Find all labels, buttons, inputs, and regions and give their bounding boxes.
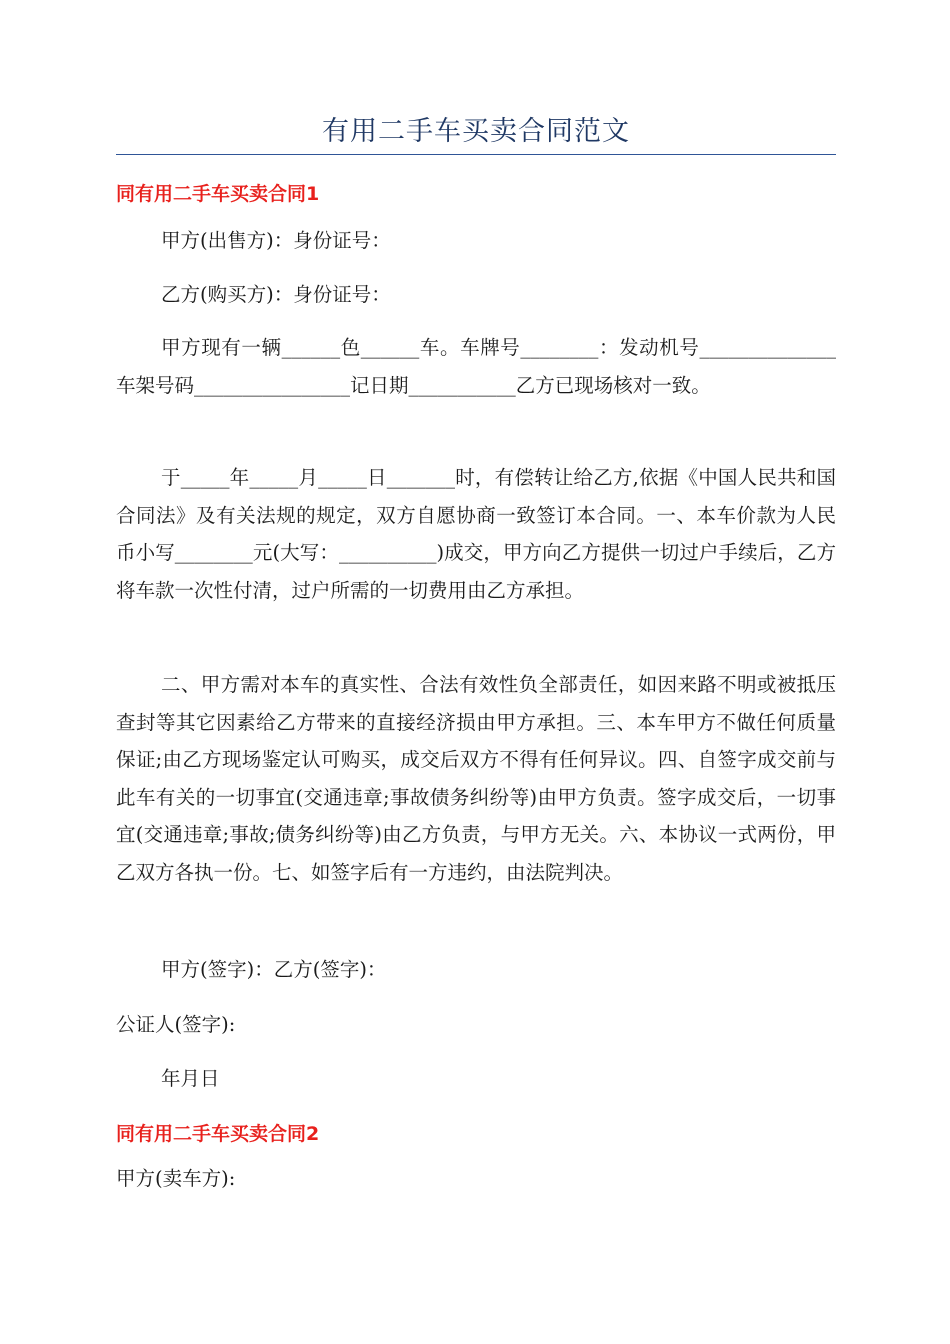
- title-underline: [116, 154, 836, 155]
- document-title: 有用二手车买卖合同范文: [322, 116, 630, 147]
- terms-clause-paragraph: 二、甲方需对本车的真实性、合法有效性负全部责任，如因来路不明或被抵压查封等其它因素给乙方带来的直接经济损由甲方承担。三、本车甲方不做任何质量保证;由乙方现场鉴定认可购买，成交后双方不得有任何异议。四、自签字成交前与此车有关的一切事宜(交通违章;事故债务纠纷等)由甲方负责。签字成交后，一切事宜(交通违章;事故;债务纠纷等)由乙方负责，与甲方无关。六、本协议一式两份，甲乙双方各执一份。七、如签字后有一方违约，由法院判决。: [116, 673, 836, 884]
- signatures-line: 甲方(签字)：乙方(签字)：: [161, 958, 387, 981]
- date-line: 年月日: [161, 1067, 220, 1090]
- contract-2-heading: 同有用二手车买卖合同2: [116, 1123, 320, 1145]
- contract-1-heading: 同有用二手车买卖合同1: [116, 183, 320, 205]
- notary-line: 公证人(签字):: [116, 1013, 236, 1036]
- party-b-line: 乙方(购买方)：身份证号：: [161, 283, 391, 306]
- party-a-line: 甲方(出售方)：身份证号：: [161, 229, 391, 252]
- transfer-clause-paragraph: 于_____年_____月_____日_______时，有偿转让给乙方,依据《中国人民共和国合同法》及有关法规的规定，双方自愿协商一致签订本合同。一、本车价款为人民币小写________元(大写：__________)成交，甲方向乙方提供一切过户手续后，乙方将车款一次性付清，过户所需的一切费用由乙方承担。: [116, 466, 836, 602]
- vehicle-info-paragraph: 甲方现有一辆______色______车。车牌号________：发动机号______________车架号码________________记日期___________乙方已现场核对一致。: [116, 336, 836, 397]
- seller-party-line: 甲方(卖车方):: [116, 1167, 236, 1190]
